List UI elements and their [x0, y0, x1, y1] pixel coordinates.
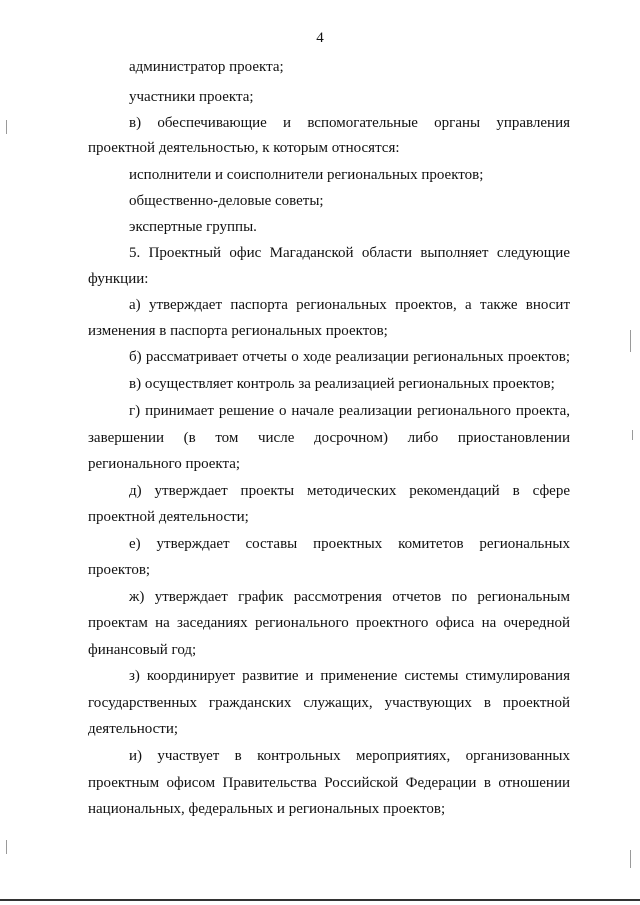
- scan-artifact: [6, 840, 7, 854]
- text-line: и) участвует в контрольных мероприятиях, организованных: [129, 748, 570, 764]
- text-line: проектов;: [88, 562, 151, 578]
- text-line: изменения в паспорта региональных проектов;: [88, 323, 388, 339]
- text-line: деятельности;: [88, 721, 179, 737]
- scan-artifact: [632, 430, 633, 440]
- text-line: ж) утверждает график рассмотрения отчетов по региональным: [129, 589, 570, 605]
- text-line: экспертные группы.: [129, 219, 257, 235]
- text-line: государственных гражданских служащих, участвующих в проектной: [88, 695, 570, 711]
- text-line: общественно-деловые советы;: [129, 193, 324, 209]
- text-line: исполнители и соисполнители региональных проектов;: [129, 167, 484, 183]
- text-line: функции:: [88, 271, 149, 287]
- text-line: 5. Проектный офис Магаданской области выполняет следующие: [129, 245, 570, 261]
- text-line: а) утверждает паспорта региональных проектов, а также вносит: [129, 297, 570, 313]
- text-line: проектной деятельностью, к которым относятся:: [88, 140, 400, 156]
- text-line: б) рассматривает отчеты о ходе реализации региональных проектов;: [129, 349, 570, 365]
- text-line: финансовый год;: [88, 642, 197, 658]
- scan-artifact: [630, 850, 631, 868]
- text-line: в) обеспечивающие и вспомогательные органы управления: [129, 115, 570, 131]
- bottom-scan-edge: [0, 899, 640, 901]
- text-line: проектным офисом Правительства Российской Федерации в отношении: [88, 775, 570, 791]
- text-line: в) осуществляет контроль за реализацией региональных проектов;: [129, 376, 555, 392]
- text-line: проектной деятельности;: [88, 509, 249, 525]
- text-line: администратор проекта;: [129, 59, 284, 75]
- text-line: завершении (в том числе досрочном) либо приостановлении: [88, 430, 570, 446]
- scan-artifact: [6, 120, 7, 134]
- text-line: д) утверждает проекты методических рекомендаций в сфере: [129, 483, 570, 499]
- text-line: участники проекта;: [129, 89, 254, 105]
- text-line: регионального проекта;: [88, 456, 241, 472]
- text-line: национальных, федеральных и региональных проектов;: [88, 801, 446, 817]
- text-line: проектам на заседаниях регионального проектного офиса на очередной: [88, 615, 570, 631]
- text-line: е) утверждает составы проектных комитетов региональных: [129, 536, 570, 552]
- text-line: г) принимает решение о начале реализации регионального проекта,: [129, 403, 570, 419]
- scan-artifact: [630, 330, 631, 352]
- page-number: 4: [316, 30, 324, 46]
- text-line: з) координирует развитие и применение системы стимулирования: [129, 668, 570, 684]
